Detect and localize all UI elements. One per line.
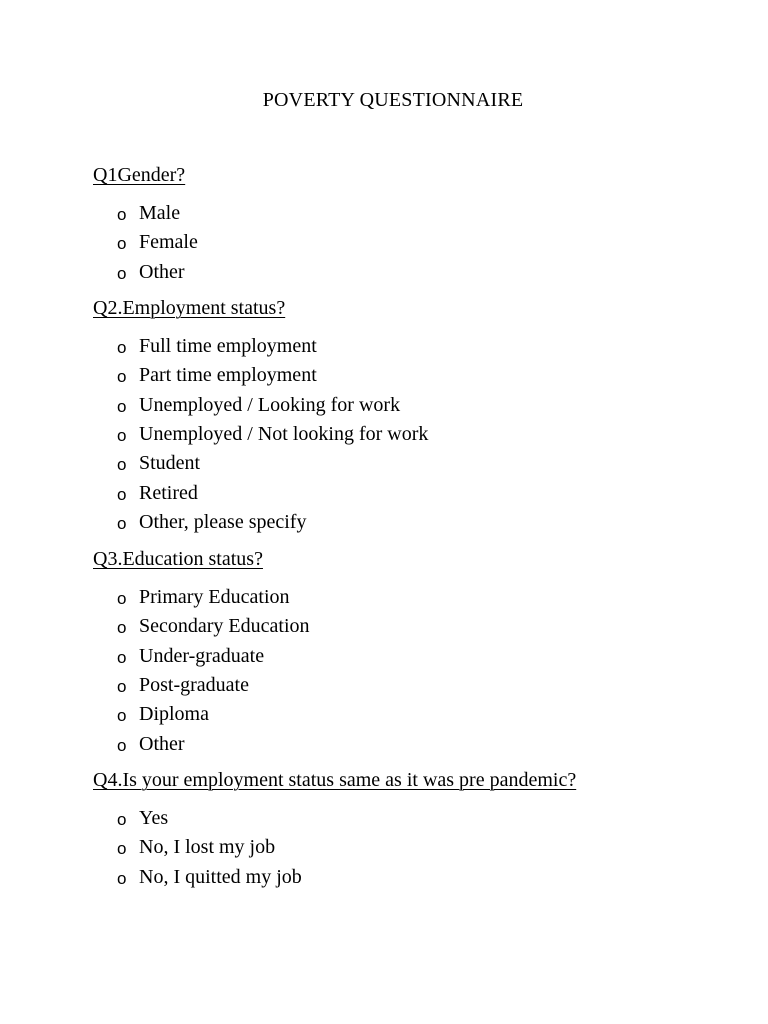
option-label: Unemployed / Not looking for work [139, 423, 429, 446]
option-label: Female [139, 231, 198, 254]
option-item[interactable] [117, 671, 310, 700]
question-text: Q3.Education status? [93, 548, 263, 570]
option-item[interactable] [117, 420, 428, 449]
circle-bullet-icon: o [117, 396, 127, 416]
circle-bullet-icon: o [117, 338, 127, 358]
option-item[interactable] [117, 508, 428, 537]
option-label: Secondary Education [139, 615, 310, 638]
circle-bullet-icon: o [117, 263, 127, 283]
circle-bullet-icon: o [117, 426, 127, 446]
option-list [117, 583, 310, 759]
question-q2 [93, 296, 429, 537]
option-label: Unemployed / Looking for work [139, 393, 401, 416]
option-label: Part time employment [139, 364, 317, 387]
option-item[interactable] [117, 258, 209, 287]
option-label: Student [139, 452, 201, 475]
option-item[interactable] [117, 804, 600, 833]
option-list [117, 804, 600, 892]
question-text: Q2.Employment status? [93, 297, 286, 319]
option-item[interactable] [117, 642, 310, 671]
question-q1 [93, 163, 198, 287]
circle-bullet-icon: o [117, 205, 127, 225]
circle-bullet-icon: o [117, 647, 127, 667]
circle-bullet-icon: o [117, 839, 127, 859]
question-q3 [93, 547, 310, 759]
circle-bullet-icon: o [117, 810, 127, 830]
option-item[interactable] [117, 833, 600, 862]
option-item[interactable] [117, 478, 428, 507]
option-item[interactable] [117, 700, 310, 729]
option-label: Under-graduate [139, 644, 265, 667]
circle-bullet-icon: o [117, 735, 127, 755]
circle-bullet-icon: o [117, 706, 127, 726]
question-q4 [93, 768, 576, 892]
option-item[interactable] [117, 449, 428, 478]
option-item[interactable] [117, 583, 310, 612]
option-label: No, I lost my job [139, 836, 276, 859]
option-label: Other [139, 732, 185, 755]
circle-bullet-icon: o [117, 868, 127, 888]
circle-bullet-icon: o [117, 234, 127, 254]
option-label: Full time employment [139, 335, 317, 358]
option-item[interactable] [117, 228, 209, 257]
question-text: Q1Gender? [93, 164, 186, 186]
option-item[interactable] [117, 863, 600, 892]
page-title: POVERTY QUESTIONNAIRE [262, 89, 524, 111]
circle-bullet-icon: o [117, 484, 127, 504]
circle-bullet-icon: o [117, 455, 127, 475]
option-label: No, I quitted my job [139, 865, 302, 888]
option-label: Primary Education [139, 586, 290, 609]
option-label: Diploma [139, 703, 209, 726]
option-item[interactable] [117, 361, 428, 390]
option-label: Post-graduate [139, 674, 249, 697]
option-label: Yes [139, 807, 169, 830]
option-label: Male [139, 202, 181, 225]
option-label: Other, please specify [139, 510, 307, 533]
circle-bullet-icon: o [117, 513, 127, 533]
circle-bullet-icon: o [117, 367, 127, 387]
question-text: Q4.Is your employment status same as it was pre pandemic? [93, 769, 577, 791]
option-label: Retired [139, 481, 198, 504]
option-item[interactable] [117, 729, 310, 758]
option-list [117, 332, 428, 537]
option-item[interactable] [117, 612, 310, 641]
option-item[interactable] [117, 199, 209, 228]
circle-bullet-icon: o [117, 589, 127, 609]
option-item[interactable] [117, 391, 428, 420]
option-label: Other [139, 260, 185, 283]
option-list [117, 199, 209, 287]
option-item[interactable] [117, 332, 428, 361]
circle-bullet-icon: o [117, 618, 127, 638]
circle-bullet-icon: o [117, 677, 127, 697]
